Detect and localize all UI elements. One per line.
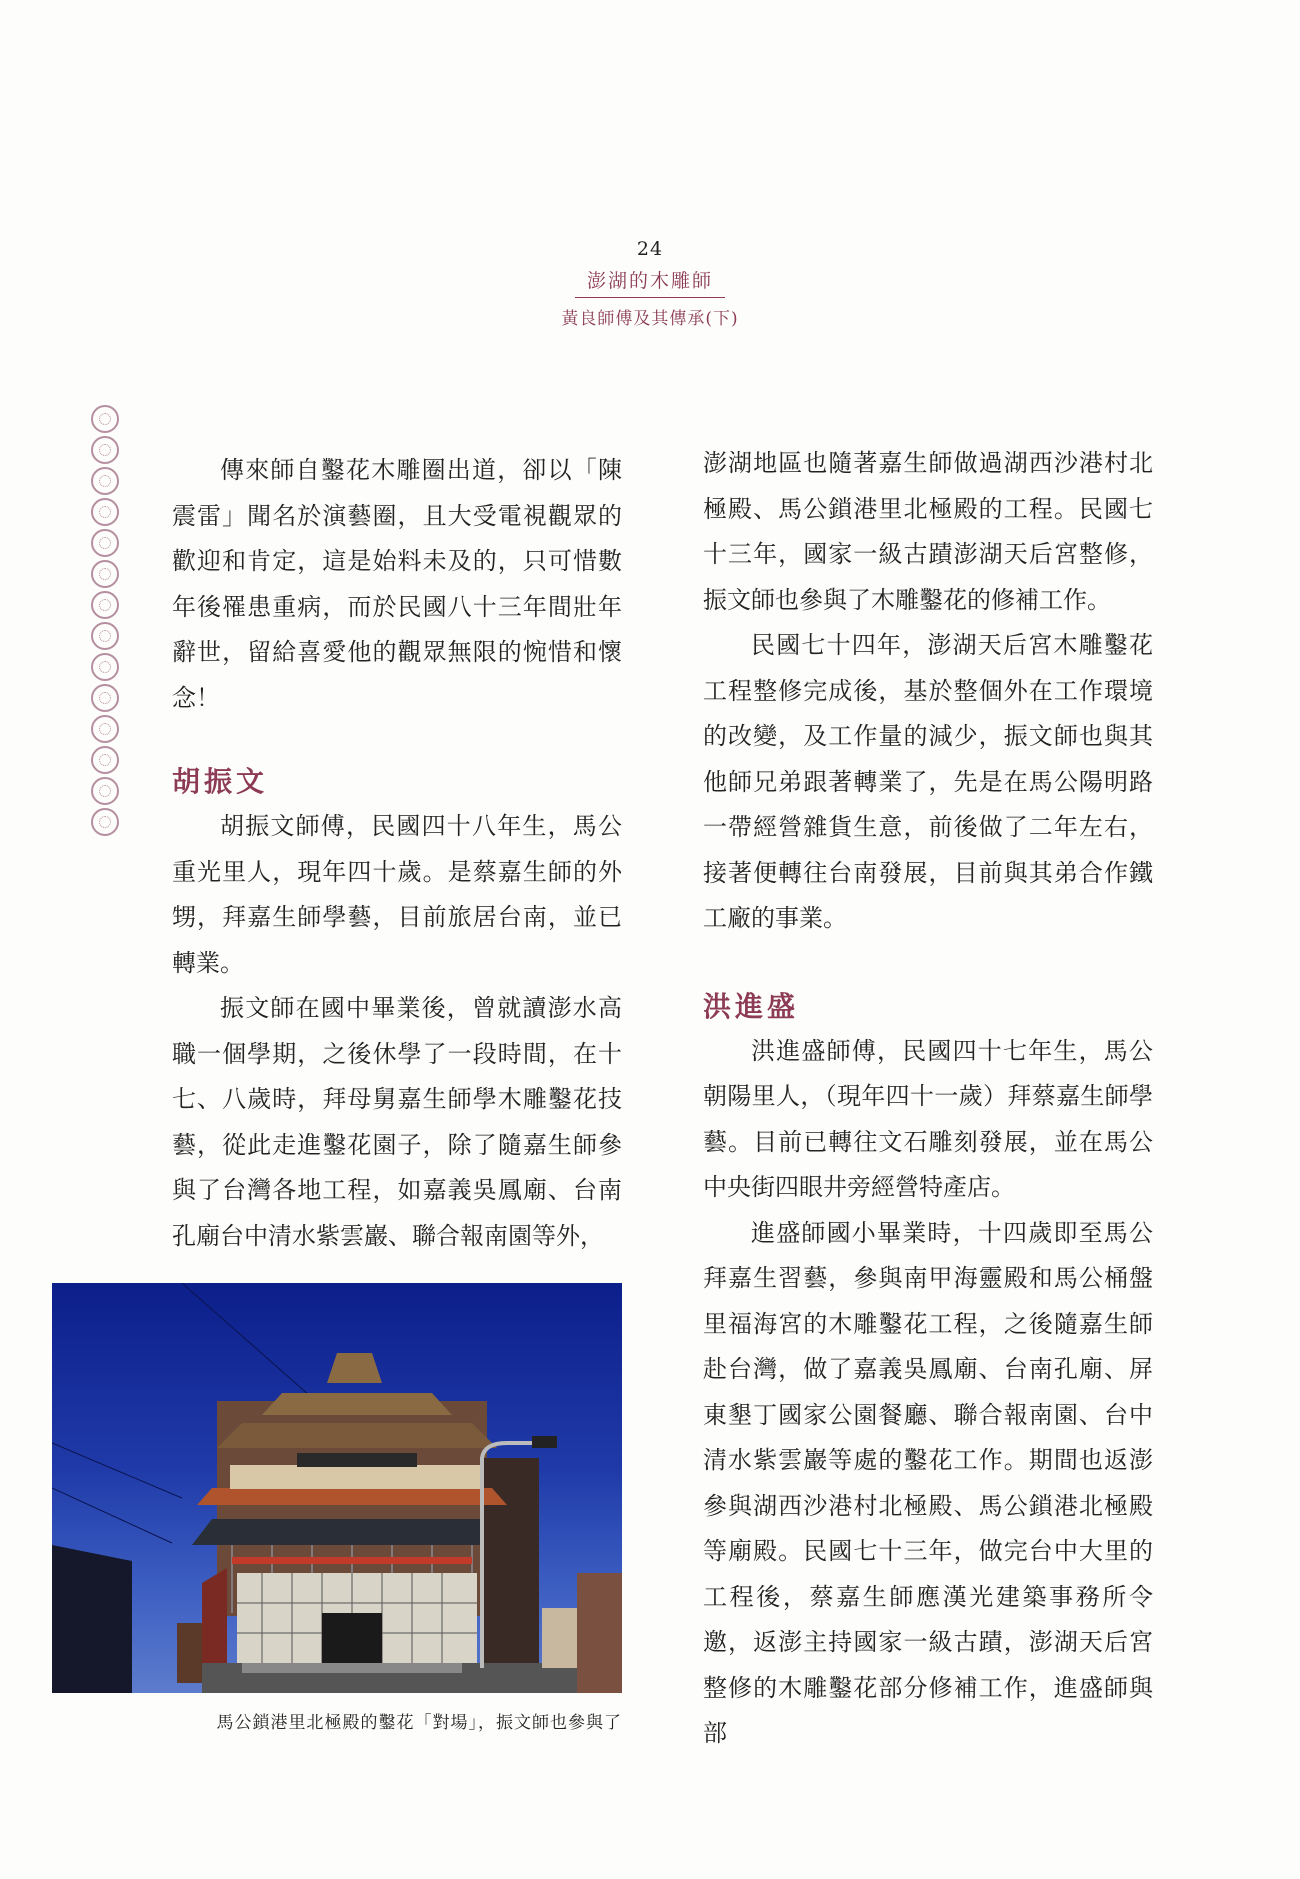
body-paragraph: 進盛師國小畢業時，十四歲即至馬公拜嘉生習藝，參與南甲海靈殿和馬公桶盤里福海宮的木雕鑿花工程，之後隨嘉生師赴台灣，做了嘉義吳鳳廟、台南孔廟、屏東墾丁國家公園餐廳、聯合報南園、台中清水紫雲巖等處的鑿花工作。期間也返澎參與湖西沙港村北極殿、馬公鎖港北極殿等廟殿。民國七十三年，做完台中大里的工程後，蔡嘉生師應漢光建築事務所令邀，返澎主持國家一級古蹟，澎湖天后宮整修的木雕鑿花部分修補工作，進盛師與部 <box>703 1218 1153 1747</box>
intro-paragraph: 傳來師自鑿花木雕圈出道，卻以「陳震雷」聞名於演藝圈，且大受電視觀眾的歡迎和肯定，這是始料未及的，只可惜數年後罹患重病，而於民國八十三年間壯年辭世，留給喜愛他的觀眾無限的惋惜和懷念！ <box>172 456 622 712</box>
seal-ornament-icon <box>91 560 119 588</box>
seal-ornament-icon <box>91 715 119 743</box>
page-number: 24 <box>636 238 664 260</box>
right-column <box>703 441 1153 1757</box>
seal-ornament-icon <box>91 808 119 836</box>
book-title: 澎湖的木雕師 <box>575 266 725 298</box>
page-header <box>0 238 1300 329</box>
body-paragraph: 民國七十四年，澎湖天后宮木雕鑿花工程整修完成後，基於整個外在工作環境的改變，及工作量的減少，振文師也與其他師兄弟跟著轉業了，先是在馬公陽明路一帶經營雜貨生意，前後做了二年左右，接著便轉往台南發展，目前與其弟合作鐵工廠的事業。 <box>703 631 1153 932</box>
seal-ornament-icon <box>91 436 119 464</box>
seal-ornament-icon <box>91 684 119 712</box>
temple-illustration <box>52 1283 622 1693</box>
section-title-hu-zhenwen: 胡振文 <box>172 765 269 798</box>
book-subtitle: 黃良師傅及其傳承(下) <box>561 309 739 329</box>
body-paragraph: 洪進盛師傅，民國四十七年生，馬公朝陽里人，（現年四十一歲）拜蔡嘉生師學藝。目前已轉往文石雕刻發展，並在馬公中央街四眼井旁經營特產店。 <box>703 1036 1153 1201</box>
seal-ornament-icon <box>91 777 119 805</box>
seal-ornament-icon <box>91 529 119 557</box>
section-title-hong-jinsheng: 洪進盛 <box>703 989 800 1023</box>
seal-ornament-icon <box>91 405 119 433</box>
seal-ornament-icon <box>91 498 119 526</box>
decorative-seal-strip <box>88 405 122 865</box>
seal-ornament-icon <box>91 591 119 619</box>
temple-photo <box>52 1283 622 1693</box>
seal-ornament-icon <box>91 622 119 650</box>
body-paragraph: 振文師在國中畢業後，曾就讀澎水高職一個學期，之後休學了一段時間，在十七、八歲時，拜母舅嘉生師學木雕鑿花技藝，從此走進鑿花園子，除了隨嘉生師參與了台灣各地工程，如嘉義吳鳳廟、台南孔廟台中清水紫雲巖、聯合報南園等外， <box>172 994 622 1250</box>
continued-paragraph: 澎湖地區也隨著嘉生師做過湖西沙港村北極殿、馬公鎖港里北極殿的工程。民國七十三年，國家一級古蹟澎湖天后宮整修，振文師也參與了木雕鑿花的修補工作。 <box>703 449 1153 614</box>
seal-ornament-icon <box>91 467 119 495</box>
photo-caption: 馬公鎖港里北極殿的鑿花「對場」，振文師也參與了 <box>216 1713 622 1733</box>
left-column <box>172 448 622 1259</box>
seal-ornament-icon <box>91 653 119 681</box>
body-paragraph: 胡振文師傅，民國四十八年生，馬公重光里人，現年四十歲。是蔡嘉生師的外甥，拜嘉生師學藝，目前旅居台南，並已轉業。 <box>172 812 622 977</box>
seal-ornament-icon <box>91 746 119 774</box>
